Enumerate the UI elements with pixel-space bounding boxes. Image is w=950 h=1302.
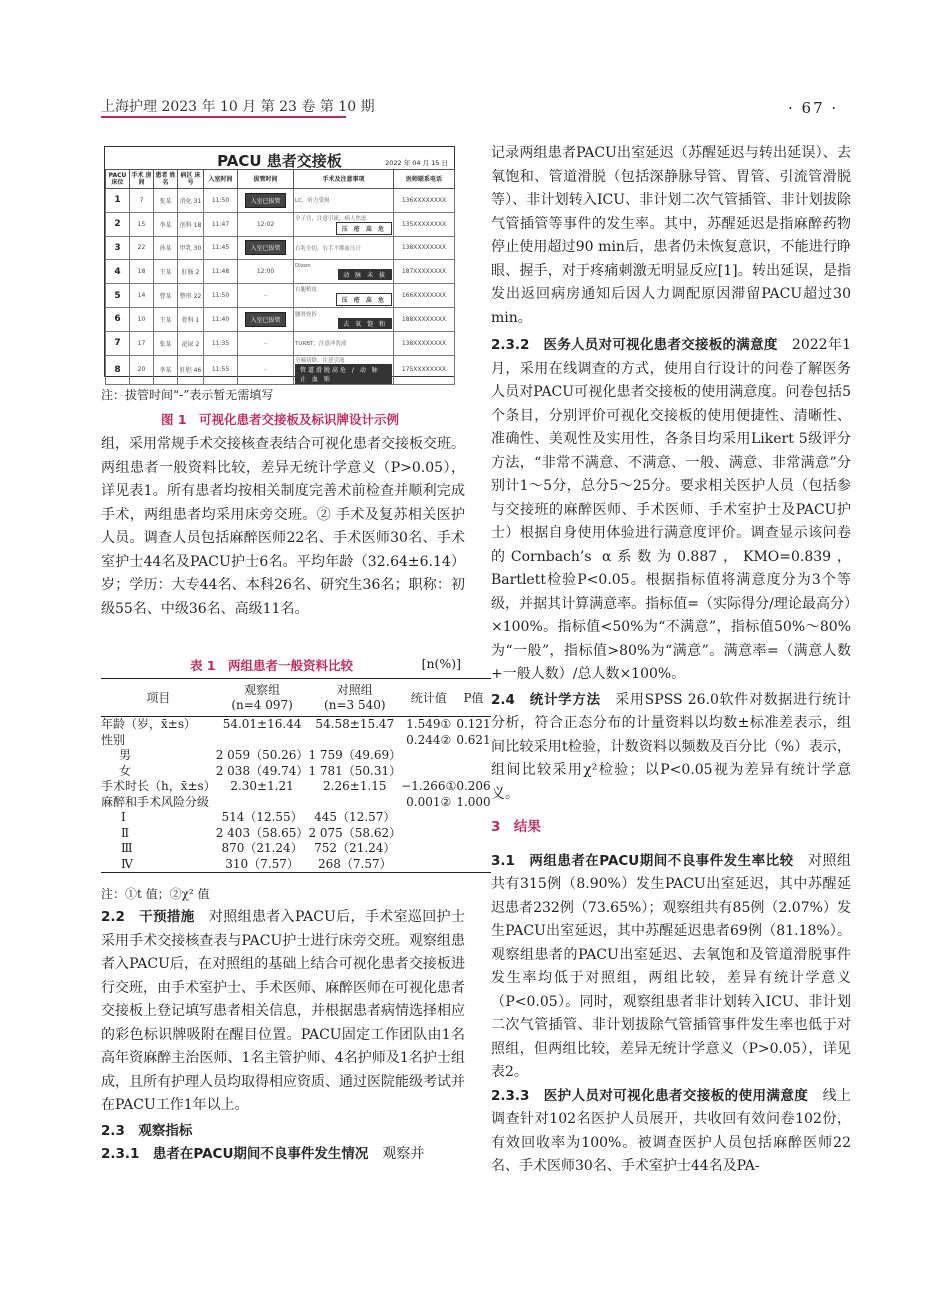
- pacu-board-figure: [104, 146, 455, 383]
- table1-cell: 麻醉和手术风险分级: [101, 794, 210, 809]
- board-cell-in: 11:35: [204, 331, 238, 355]
- board-cell-note: TURBT，注意冲洗液: [294, 331, 394, 355]
- table1-cell: 女: [119, 763, 132, 778]
- t1-h-item: 项目: [101, 679, 216, 717]
- board-cell-in: 11:55: [204, 355, 238, 384]
- table1-cell: 0.244②: [406, 732, 452, 747]
- table1-cell: [456, 810, 490, 826]
- board-col-3: 病区 床号: [178, 170, 204, 189]
- board-col-2: 患者 姓名: [154, 170, 178, 189]
- board-cell-in: 11:48: [204, 260, 238, 284]
- board-col-0: PACU 床位: [106, 170, 130, 189]
- table1-cell: Ⅲ: [121, 841, 133, 855]
- board-table: [105, 169, 455, 385]
- board-row: [106, 212, 455, 236]
- board-cell-room: 20: [130, 355, 154, 384]
- board-row: [106, 355, 455, 384]
- table1-cell: 2 075（58.62）: [308, 825, 402, 840]
- t1-h-ctl: 对照组 (n=3 540): [308, 679, 401, 717]
- table1-cell: 310（7.57）: [216, 857, 309, 873]
- table1-cell: [401, 857, 456, 873]
- board-cell-ext: -: [238, 355, 294, 384]
- board-cell-bed: 3: [106, 236, 130, 260]
- board-tag: 去 氧 饱 和: [338, 318, 392, 329]
- table1-row: [101, 748, 491, 764]
- board-cell-name: 王某: [154, 307, 178, 331]
- board-row: [106, 260, 455, 284]
- board-cell-name: 李某: [154, 212, 178, 236]
- page-number: · 67 ·: [788, 99, 839, 117]
- table1-cell: 2 038（49.74）: [215, 763, 309, 778]
- board-header-row: [106, 170, 455, 189]
- left-column-upper: [101, 433, 465, 621]
- table1-row: [101, 733, 491, 749]
- board-row: [106, 331, 455, 355]
- board-tag: 压 疮 高 危: [336, 222, 392, 235]
- table1-cell: 514（12.55）: [221, 810, 303, 824]
- board-cell-room: 22: [130, 236, 154, 260]
- journal-info: 上海护理 2023 年 10 月 第 23 卷 第 10 期: [101, 99, 375, 115]
- table1-cell: 0.621: [456, 732, 491, 747]
- board-title: PACU 患者交接板: [217, 152, 342, 170]
- board-cell-name: 张某: [154, 189, 178, 213]
- table1-cell: [456, 857, 490, 873]
- table1-cell: [456, 841, 490, 857]
- board-body: [106, 189, 455, 385]
- table1-row: [101, 826, 491, 842]
- paragraph-events: 记录两组患者PACU出室延迟（苏醒延迟与转出延误）、去氧饱和、管道滑脱（包括深静脉导管、胃管、引流管滑脱等）、非计划转入ICU、非计划二次气管插管、非计划拔除气管插管等事件的发生率。其中，苏醒延迟是指麻醉药物停止使用超过90 min后，患者仍未恢复意识，不能进行睁眼、握手，对于疼痛刺激无明显反应[1]。转出延误，是指发出返回病房通知后因人力调配原因滞留PACU超过30 min。: [491, 145, 851, 326]
- table1-cell: [216, 795, 309, 811]
- table1-cell: 0.121: [456, 717, 491, 731]
- table1-unit: [n(%)]: [421, 656, 461, 671]
- right-column: [491, 142, 851, 1179]
- table1-cell: [308, 733, 401, 749]
- table1-row: [101, 795, 491, 811]
- table1-cell: 54.01±16.44: [222, 717, 302, 731]
- table1-cell: 268（7.57）: [308, 857, 401, 873]
- board-cell-note: 全子宫，注意引流，病人焦虑 压 疮 高 危: [294, 212, 394, 236]
- table1: [101, 678, 491, 873]
- section-2-3-2: 2.3.2 医务人员对可视化患者交接板的满意度 2022年1月，采用在线调查的方式，使用自行设计的问卷了解医务人员对PACU可视化患者交接板的使用满意度。问卷包括5个条目，分别评价可视化交接板的使用便捷性、清晰性、准确性、美观性及实用性，各条目均采用Likert 5级评分方法，“非常不满意、不满意、一般、满意、非常满意”分别计1～5分，总分5～25分。要求相关医护人员（包括参与交接班的麻醉医师、手术医师、手术室护士及PACU护士）根据自身使用体验进行满意度评价。调查显示该问卷的Cornbach’s α系数为0.887，KMO=0.839，Bartlett检验P<0.05。根据指标值将满意度分为3个等级，并据其计算满意率。指标值=（实际得分/理论最高分）×100%。指标值<50%为“不满意”，指标值50%～80%为“一般”，指标值>80%为“满意”。满意率=（满意人数+一般人数）/总人数×100%。: [491, 337, 852, 682]
- board-cell-in: 11:47: [204, 212, 238, 236]
- figure-caption: 图 1 可视化患者交接板及标识牌设计示例: [160, 412, 400, 427]
- table1-cell: 2 403（58.65）: [215, 825, 309, 840]
- board-cell-ward: 泌尿 2: [178, 331, 204, 355]
- table1-cell: 2 059（50.26）: [215, 748, 309, 762]
- header-rule: [101, 116, 346, 118]
- table1-row: [101, 857, 491, 873]
- board-col-1: 手术 房间: [130, 170, 154, 189]
- board-cell-bed: 4: [106, 260, 130, 284]
- board-cell-ward: 创科 18: [178, 212, 204, 236]
- section-3-title: 3 结果: [491, 819, 541, 835]
- table1-cell: 870（21.24）: [221, 841, 303, 855]
- board-col-6: 手术及注意事项: [294, 170, 394, 189]
- t1-h-p: P值: [456, 679, 490, 717]
- board-cell-name: 曹某: [154, 284, 178, 308]
- board-cell-phone: 138XXXXXXXX: [394, 236, 455, 260]
- table1-cell: −1.266①: [401, 779, 457, 793]
- table1-cell: Ⅰ: [121, 810, 126, 824]
- table1-cell: 752（21.24）: [314, 841, 396, 855]
- board-cell-room: 18: [130, 260, 154, 284]
- table1-cell: [456, 826, 490, 842]
- board-cell-ext: 入室已拔管: [238, 307, 294, 331]
- board-cell-note: LC，听力受损: [294, 189, 394, 213]
- board-cell-ext: 入室已拔管: [238, 189, 294, 213]
- board-cell-phone: 135XXXXXXXX: [394, 212, 455, 236]
- board-cell-phone: 187XXXXXXXX: [394, 260, 455, 284]
- board-row: [106, 284, 455, 308]
- table1-row: [101, 810, 491, 826]
- t1-h-stat: 统计值: [401, 679, 456, 717]
- board-cell-room: 14: [130, 284, 154, 308]
- board-col-5: 拔管时间: [238, 170, 294, 189]
- board-cell-name: 李某: [154, 355, 178, 384]
- table1-cell: 445（12.57）: [314, 810, 396, 824]
- section-2-3-3: 2.3.3 医护人员对可视化患者交接板的使用满意度 线上调查针对102名医护人员展开，共收回有效问卷102份，有效回收率为100%。被调查医护人员包括麻醉医师22名、手术医师30名、手术室护士44名及PA-: [491, 1087, 852, 1174]
- table1-cell: 1.549①: [406, 717, 452, 731]
- table1-cell: 男: [119, 748, 132, 762]
- board-cell-in: 11:45: [204, 236, 238, 260]
- table1-cell: 2.26±1.15: [323, 779, 387, 793]
- board-row: [106, 189, 455, 213]
- section-2-4: 2.4 统计学方法 采用SPSS 26.0软件对数据进行统计分析，符合正态分布的计量资料以均数±标准差表示，组间比较采用t检验，计数资料以频数及百分比（%）表示，组间比较采用χ²检验；以P<0.05视为差异有统计学意义。: [491, 691, 851, 802]
- table1-cell: 手术时长（h，x̄±s）: [101, 779, 216, 793]
- board-row: [106, 236, 455, 260]
- paragraph-participants: 组，采用常规手术交接核查表结合可视化患者交接板交班。两组患者一般资料比较，差异无统计学意义（P>0.05），详见表1。所有患者均按相关制度完善术前检查并顺利完成手术，两组患者均采用床旁交班。② 手术及复苏相关医护人员。调查人员包括麻醉医师22名、手术医师30名、手术室护士44名及PACU护士6名。平均年龄（32.64±6.14）岁；学历：大专44名、本科26名、研究生36名；职称：初级55名、中级36名、高级11名。: [101, 436, 465, 617]
- table1-cell: 1.000: [456, 794, 491, 809]
- table1-cell: [401, 764, 456, 780]
- section-3-1: 3.1 两组患者在PACU期间不良事件发生率比较 对照组共有315例（8.90%）发生PACU出室延迟，其中苏醒延迟患者232例（73.65%）；观察组共有85例（2.07%）发生PACU出室延迟，其中苏醒延迟患者69例（81.18%）。观察组患者的PACU出室延迟、去氧饱和及管道滑脱事件发生率均低于对照组，两组比较，差异有统计学意义（P<0.05）。同时，观察组患者非计划转入ICU、非计划二次气管插管、非计划拔除气管插管事件发生率也低于对照组，但两组比较，差异无统计学意义（P>0.05），详见表2。: [491, 852, 852, 1080]
- board-col-4: 入室时间: [204, 170, 238, 189]
- table1-header: [101, 679, 491, 717]
- board-cell-in: 11:50: [204, 284, 238, 308]
- section-2-2: 2.2 干预措施 对照组患者入PACU后，手术室巡回护士采用手术交接核查表与PACU护士进行床旁交班。观察组患者入PACU后，在对照组的基础上结合可视化患者交接板进行交班，由手术室护士、手术医师、麻醉医师在可视化患者交接板上登记填写患者相关信息，并根据患者病情选择相应的彩色标识牌吸附在醒目位置。PACU固定工作团队由1名高年资麻醉主治医师、1名主管护师、4名护师及1名护士组成，且所有护理人员均取得相应资质、通过医院能级考试并在PACU工作1年以上。: [101, 909, 465, 1113]
- board-cell-note: Dixon 动 脉 未 拔: [294, 260, 394, 284]
- table1-cell: Ⅱ: [121, 825, 130, 840]
- board-cell-name: 王某: [154, 260, 178, 284]
- board-cell-note: 右乳全切，右手不绑血压计: [294, 236, 394, 260]
- board-cell-ext: -: [238, 284, 294, 308]
- table1-cell: 54.58±15.47: [315, 717, 395, 731]
- table1-cell: Ⅳ: [101, 857, 216, 873]
- board-cell-room: 17: [130, 331, 154, 355]
- table1-cell: [401, 841, 456, 857]
- board-cell-ext: 12:00: [238, 260, 294, 284]
- table1-cell: [216, 733, 309, 749]
- board-cell-bed: 1: [106, 189, 130, 213]
- table1-cell: [401, 826, 456, 842]
- table1-cell: [456, 748, 490, 764]
- left-column-lower: [101, 906, 465, 1167]
- board-cell-phone: 188XXXXXXXX: [394, 307, 455, 331]
- board-cell-ward: 整形 22: [178, 284, 204, 308]
- table1-cell: [401, 810, 456, 826]
- board-tag: 动 脉 未 拔: [338, 269, 392, 280]
- board-cell-ward: 消化 31: [178, 189, 204, 213]
- table1-row: [101, 717, 491, 733]
- table1-row: [101, 841, 491, 857]
- board-cell-in: 11:50: [204, 189, 238, 213]
- board-cell-phone: 166XXXXXXXX: [394, 284, 455, 308]
- table1-cell: [401, 748, 456, 764]
- table1-cell: 1 781（50.31）: [308, 763, 402, 778]
- board-tag: 管道滑脱高危 / 动 脉 止 血 贴: [295, 364, 392, 384]
- board-cell-note: 全胰切除，注意引流 管道滑脱高危 / 动 脉 止 血 贴: [294, 355, 394, 384]
- table1-cell: 年龄（岁，x̄±s）: [101, 717, 196, 731]
- board-cell-bed: 7: [106, 331, 130, 355]
- table1-cell: 2.30±1.21: [230, 779, 294, 793]
- board-row: [106, 307, 455, 331]
- board-cell-bed: 6: [106, 307, 130, 331]
- table1-row: [101, 779, 491, 795]
- figure-note: 注：拔管时间“-”表示暂无需填写: [101, 388, 274, 402]
- board-cell-phone: 175XXXXXXXX: [394, 355, 455, 384]
- table1-note: 注：①t 值；②χ² 值: [101, 887, 210, 901]
- board-cell-bed: 2: [106, 212, 130, 236]
- table1-cell: [456, 764, 490, 780]
- board-col-7: 医师联系电话: [394, 170, 455, 189]
- board-cell-in: 11:40: [204, 307, 238, 331]
- board-cell-room: 10: [130, 307, 154, 331]
- board-cell-ward: 肝胆 46: [178, 355, 204, 384]
- section-2-3-1: 2.3.1 患者在PACU期间不良事件发生情况 观察并: [101, 1146, 425, 1162]
- board-cell-ward: 甲乳 30: [178, 236, 204, 260]
- table1-cell: [308, 795, 401, 811]
- board-cell-phone: 136XXXXXXXX: [394, 189, 455, 213]
- t1-h-obs: 观察组 (n=4 097): [216, 679, 309, 717]
- board-cell-name: 孙某: [154, 236, 178, 260]
- board-cell-ext: -: [238, 331, 294, 355]
- board-cell-name: 张某: [154, 331, 178, 355]
- board-cell-bed: 5: [106, 284, 130, 308]
- board-cell-note: 右腿植皮 压 疮 高 危: [294, 284, 394, 308]
- board-cell-ward: 骨科 1: [178, 307, 204, 331]
- board-date: 2022 年 04 月 15 日: [385, 159, 448, 167]
- table1-body: [101, 717, 491, 873]
- table1-title: 表 1 两组患者一般资料比较: [190, 658, 354, 673]
- board-cell-note: 腰骨骨折 去 氧 饱 和: [294, 307, 394, 331]
- board-cell-room: 15: [130, 212, 154, 236]
- table1-cell: 性别: [101, 732, 126, 747]
- board-cell-ward: 肛肠 2: [178, 260, 204, 284]
- section-2-3-title: 2.3 观察指标: [101, 1122, 193, 1139]
- board-cell-room: 7: [130, 189, 154, 213]
- board-cell-bed: 8: [106, 355, 130, 384]
- board-cell-ext: 入室已拔管: [238, 236, 294, 260]
- table1-row: [101, 764, 491, 780]
- board-cell-phone: 138XXXXXXXX: [394, 331, 455, 355]
- board-tag: 压 疮 高 危: [336, 293, 392, 306]
- table1-cell: 1 759（49.69）: [308, 748, 402, 762]
- board-cell-ext: 12:02: [238, 212, 294, 236]
- table1-cell: 0.001②: [406, 794, 452, 809]
- table1-cell: 0.206: [456, 779, 491, 793]
